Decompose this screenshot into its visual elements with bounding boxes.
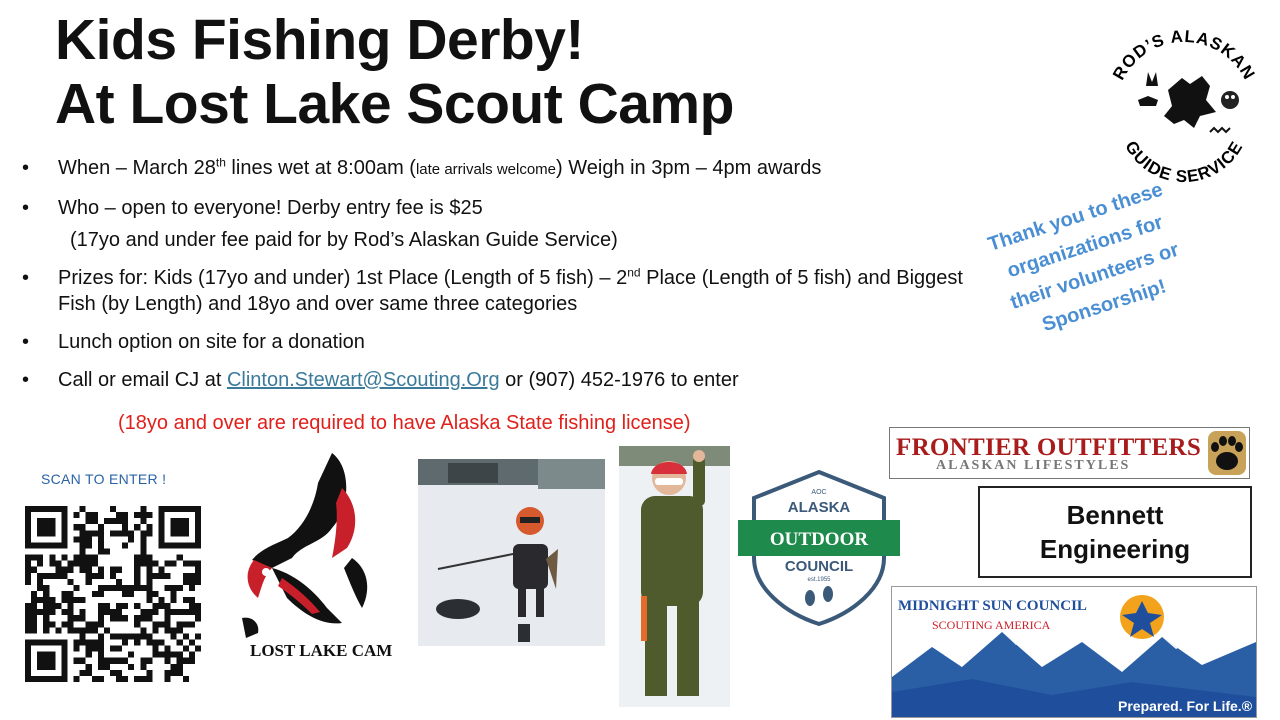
bullet-dot: • [22, 197, 30, 219]
title-line-2: At Lost Lake Scout Camp [55, 72, 734, 136]
bullet-contact: • Call or email CJ at Clinton.Stewart@Scouting.Org or (907) 452-1976 to enter [22, 369, 739, 391]
bennett-line2: Engineering [1039, 534, 1191, 564]
bullet-dot: • [22, 331, 30, 353]
license-warning: (18yo and over are required to have Alaska State fishing license) [118, 412, 691, 434]
rods-top-text: ROD’S ALASKAN [1109, 26, 1259, 84]
bullet-dot: • [22, 267, 30, 289]
svg-text:ROD’S ALASKAN [1109, 27, 1259, 83]
bullet-when: • When – March 28th lines wet at 8:00am (late arrivals welcome) Weigh in 3pm – 4pm awards [22, 155, 822, 179]
scan-label: SCAN TO ENTER ! [41, 471, 167, 487]
msc-sub: SCOUTING AMERICA [932, 618, 1051, 632]
frontier-outfitters-logo: FRONTIER OUTFITTERS ALASKAN LIFESTYLES [889, 427, 1250, 479]
bullet-who: • Who – open to everyone! Derby entry fee is $25 (17yo and under fee paid for by Rod’s Alaskan Guide Service) [22, 197, 618, 251]
ice-fishing-photo [418, 459, 605, 646]
bullet-prizes: • Prizes for: Kids (17yo and under) 1st Place (Length of 5 fish) – 2nd Place (Length of 5 fish) and Biggest Fish (by Length) and 18yo and over same three categories [22, 265, 963, 315]
page-title [55, 8, 734, 136]
aoc-line1: ALASKA [787, 499, 851, 516]
qr-code[interactable] [25, 506, 201, 682]
midnight-sun-council-logo [891, 586, 1257, 718]
email-link[interactable]: Clinton.Stewart@Scouting.Org [226, 369, 500, 391]
aoc-small: AOC [811, 489, 827, 496]
bennett-line1: Bennett [1066, 500, 1164, 530]
rods-bottom-text: GUIDE SERVICE [1121, 137, 1247, 187]
bullet-lunch: • Lunch option on site for a donation [22, 331, 365, 353]
alaska-outdoor-council-logo [738, 468, 900, 628]
bear-paw-icon [1208, 431, 1246, 475]
bennett-engineering-box [978, 486, 1252, 578]
lost-lake-text: LOST LAKE CAMP [250, 641, 392, 660]
msc-title: MIDNIGHT SUN COUNCIL [898, 598, 1087, 614]
bullet-dot: • [22, 369, 30, 391]
thank-you-note: Thank you to these organizations for their volunteers or Sponsorship! [985, 178, 1182, 337]
details-list [22, 155, 982, 405]
title-line-1: Kids Fishing Derby! [55, 8, 584, 72]
svg-text:GUIDE SERVICE [1121, 138, 1246, 187]
bullet-dot: • [22, 157, 30, 179]
aoc-line3: COUNCIL [784, 558, 854, 575]
msc-tagline: Prepared. For Life.® [1118, 698, 1253, 714]
rods-alaskan-logo [1098, 20, 1268, 200]
aoc-line2: OUTDOOR [769, 529, 869, 550]
kid-thumbs-up-photo [619, 446, 730, 707]
aoc-est: est.1955 [807, 577, 831, 583]
lost-lake-camp-logo [232, 448, 392, 668]
